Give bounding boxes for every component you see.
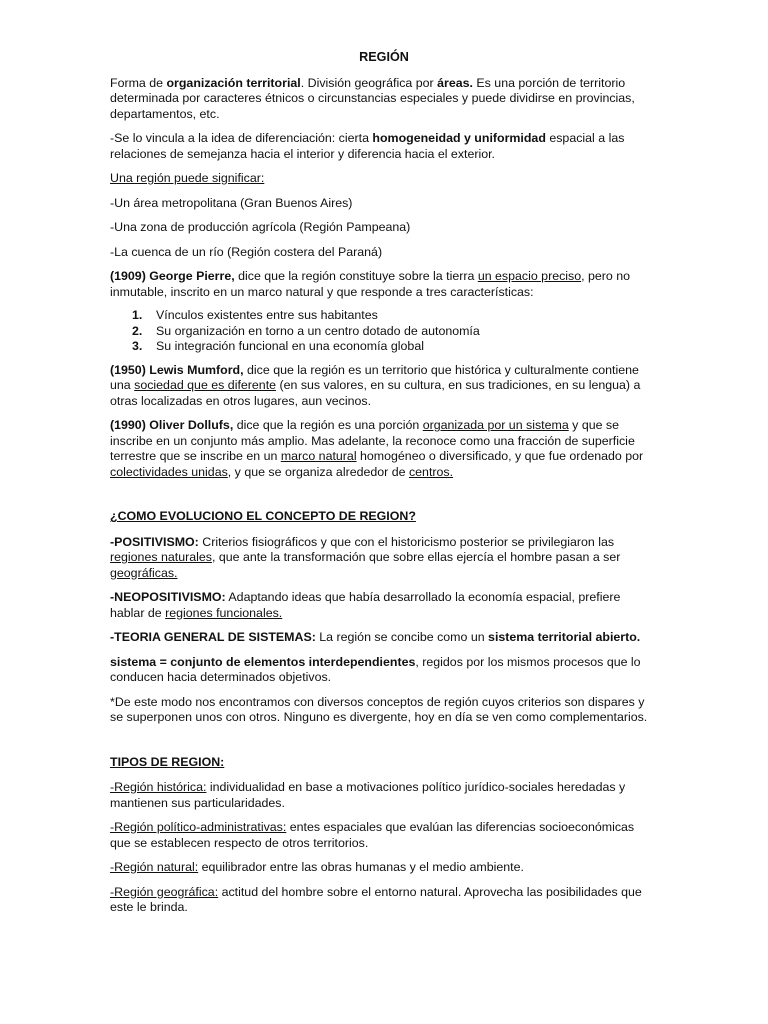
type-natural: -Región natural: equilibrador entre las obras humanas y el medio ambiente.: [110, 860, 524, 874]
document-page: [110, 50, 658, 925]
meaning-item: -La cuenca de un río (Región costera del Paraná): [110, 244, 383, 259]
type-geographic: -Región geográfica: actitud del hombre sobre el entorno natural. Aprovecha las posibilidades que este le brinda.: [110, 884, 642, 914]
note-paragraph: *De este modo nos encontramos con diversos conceptos de región cuyos criterios son dispares y se superponen unos con otros. Ninguno es divergente, hoy en día se ven como complementarios.: [110, 694, 648, 724]
list-item: 1. Vínculos existentes entre sus habitantes: [132, 308, 378, 322]
type-political: -Región político-administrativas: entes espaciales que evalúan las diferencias socioeconómicas que se establecen respecto de otros territorios.: [110, 820, 635, 850]
types-heading: TIPOS DE REGION:: [110, 754, 225, 769]
neopositivism-paragraph: -NEOPOSITIVISMO: Adaptando ideas que había desarrollado la economía espacial, prefiere hablar de regiones funcionales.: [110, 590, 621, 620]
mumford-paragraph: (1950) Lewis Mumford, dice que la región es un territorio que histórica y culturalmente contiene una sociedad que es diferente (en sus valores, en su cultura, en sus tradiciones, en su lengua) a otras localizadas en otros lugares, aun vecinos.: [110, 362, 641, 408]
positivism-paragraph: -POSITIVISMO: Criterios fisiográficos y que con el historicismo posterior se privilegiaron las regiones naturales, que ante la transformación que sobre ellas ejercía el hombre pasan a ser geográficas.: [110, 534, 621, 580]
pierre-paragraph: (1909) George Pierre, dice que la región constituye sobre la tierra un espacio preciso, pero no inmutable, inscrito en un marco natural y que responde a tres características:: [110, 269, 631, 299]
list-item: 2. Su organización en torno a un centro dotado de autonomía: [132, 323, 480, 338]
meaning-item: -Una zona de producción agrícola (Región Pampeana): [110, 220, 411, 234]
characteristics-list: [110, 308, 658, 355]
type-historical: -Región histórica: individualidad en base a motivaciones político jurídico-sociales heredadas y mantienen sus particularidades.: [110, 780, 626, 810]
systems-theory-paragraph: -TEORIA GENERAL DE SISTEMAS: La región se concibe como un sistema territorial abierto.: [110, 630, 641, 644]
evolution-heading: ¿COMO EVOLUCIONO EL CONCEPTO DE REGION?: [110, 509, 416, 523]
differentiation-paragraph: -Se lo vincula a la idea de diferenciación: cierta homogeneidad y uniformidad espacial a las relaciones de semejanza hacia el interior y diferencia hacia el exterior.: [110, 131, 625, 161]
meaning-item: -Un área metropolitana (Gran Buenos Aires): [110, 195, 353, 210]
system-definition-paragraph: sistema = conjunto de elementos interdependientes, regidos por los mismos procesos que lo conducen hacia determinados objetivos.: [110, 654, 641, 684]
intro-paragraph: Forma de organización territorial. División geográfica por áreas. Es una porción de territorio determinada por caracteres étnicos o circunstancias especiales y puede dividirse en provincias, departamentos, etc.: [110, 75, 635, 121]
region-meaning-heading: Una región puede significar:: [110, 171, 265, 185]
page-title: REGIÓN: [359, 50, 409, 64]
dollfus-paragraph: (1990) Oliver Dollufs, dice que la región es una porción organizada por un sistema y que se inscribe en un conjunto más amplio. Mas adelante, la reconoce como una fracción de superficie terrestre que se inscribe en un marco natural homogéneo o diversificado, y que fue ordenado por colectividades unidas, y que se organiza alrededor de centros.: [110, 418, 644, 479]
list-item: 3. Su integración funcional en una economía global: [132, 339, 424, 353]
